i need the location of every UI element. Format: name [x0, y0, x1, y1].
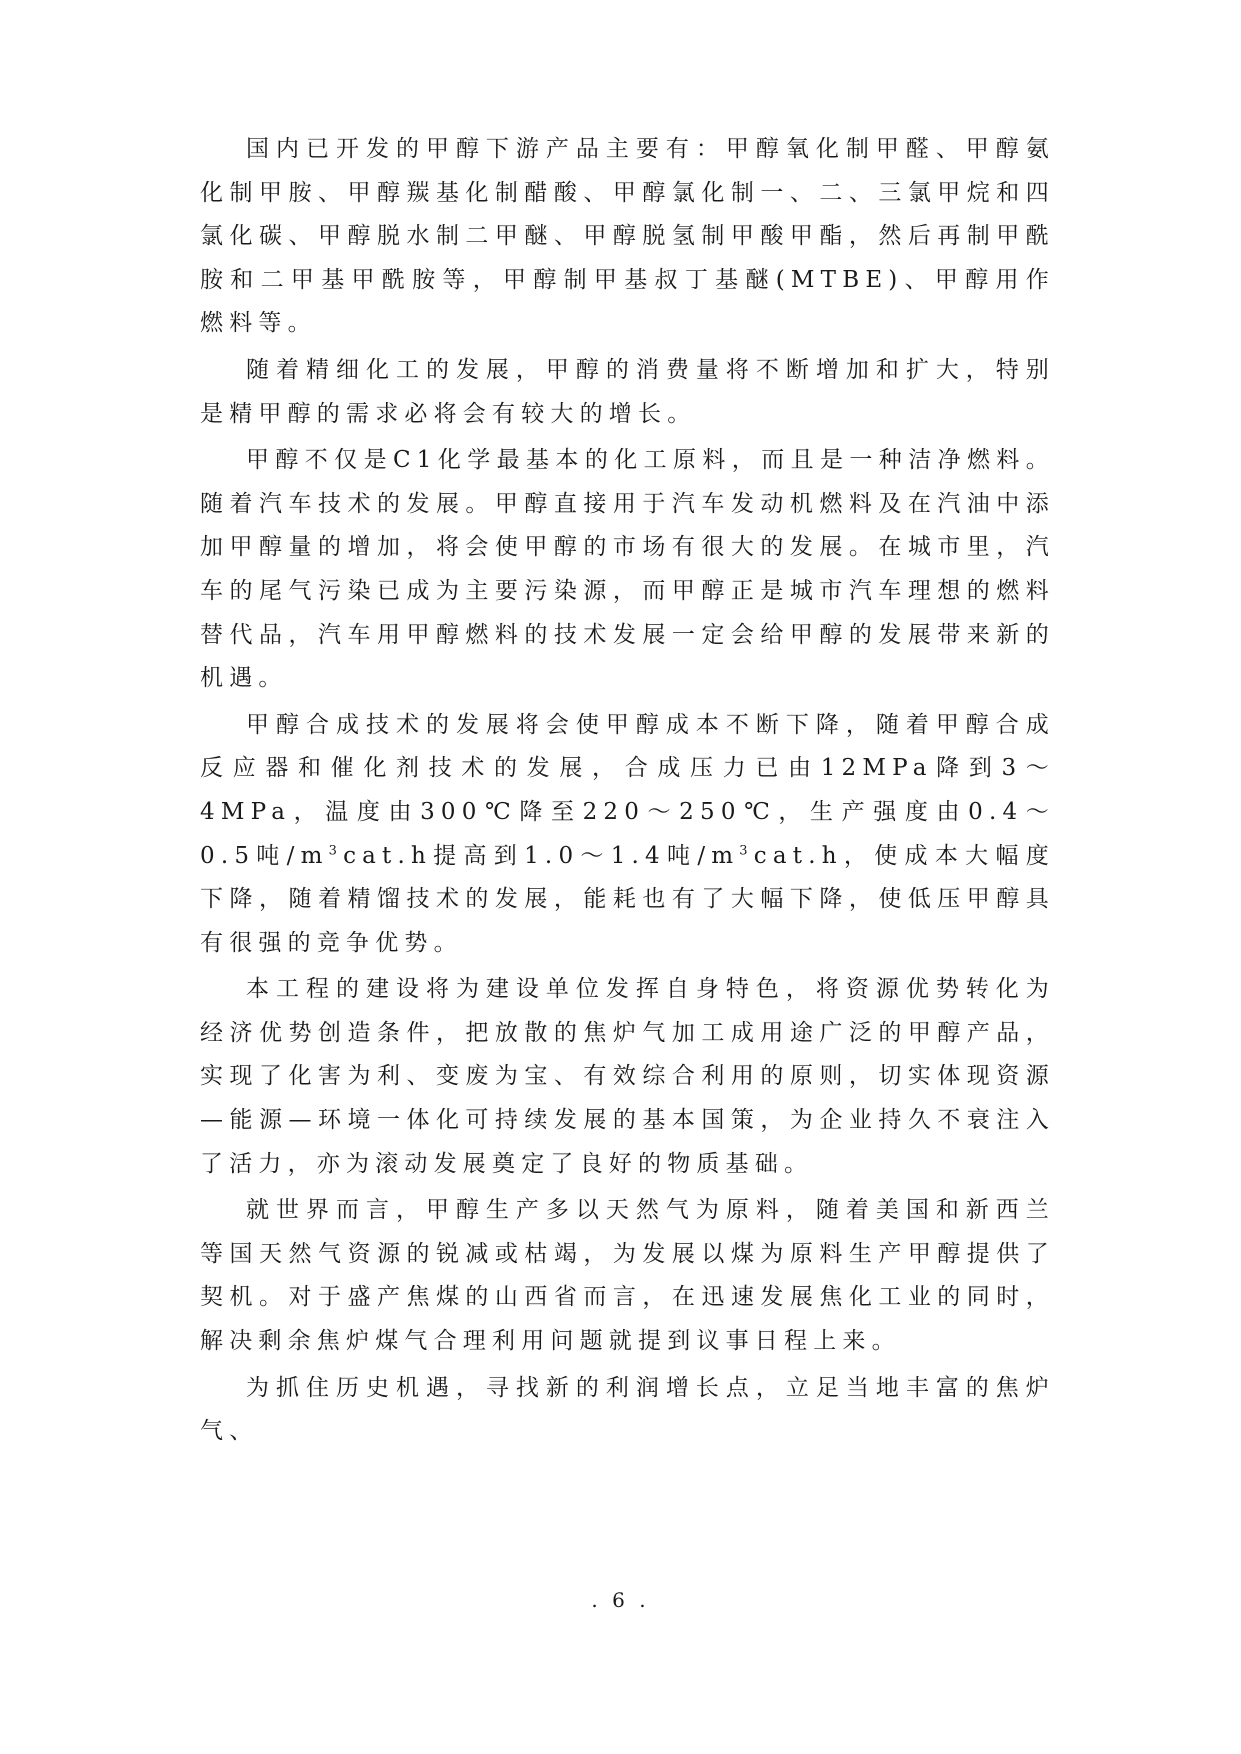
- paragraph-clean-fuel: 甲醇不仅是C1化学最基本的化工原料，而且是一种洁净燃料。随着汽车技术的发展。甲醇直接用于汽车发动机燃料及在汽油中添加甲醇量的增加，将会使甲醇的市场有很大的发展。在城市里，汽车的尾气污染已成为主要污染源，而甲醇正是城市汽车理想的燃料替代品，汽车用甲醇燃料的技术发展一定会给甲醇的发展带来新的机遇。: [200, 447, 1055, 692]
- paragraph-downstream-products: 国内已开发的甲醇下游产品主要有：甲醇氧化制甲醛、甲醇氨化制甲胺、甲醇羰基化制醋酸、甲醇氯化制一、二、三氯甲烷和四氯化碳、甲醇脱水制二甲醚、甲醇脱氢制甲酸甲酯，然后再制甲酰胺和二甲基甲酰胺等，甲醇制甲基叔丁基醚(MTBE)、甲醇用作燃料等。: [200, 136, 1055, 337]
- paragraph-text-segment: cat.h提高到1.0～1.4吨/m: [343, 842, 740, 869]
- paragraph-synthesis-technology: [200, 704, 1055, 966]
- document-body: [200, 128, 1055, 1457]
- paragraph-fine-chemicals: 随着精细化工的发展，甲醇的消费量将不断增加和扩大，特别是精甲醇的需求必将会有较大的增长。: [200, 356, 1055, 427]
- paragraph-opportunity: 为抓住历史机遇，寻找新的利润增长点，立足当地丰富的焦炉气、: [200, 1374, 1055, 1445]
- paragraph-text-segment: 甲醇合成技术的发展将会使甲醇成本不断下降，随着甲醇合成反应器和催化剂技术的发展，合成压力已由12MPa降到3～4MPa，温度由300℃降至220～250℃，生产强度由0.4～0.5吨/m: [200, 711, 1055, 869]
- paragraph-world-context: 就世界而言，甲醇生产多以天然气为原料，随着美国和新西兰等国天然气资源的锐减或枯竭，为发展以煤为原料生产甲醇提供了契机。对于盛产焦煤的山西省而言，在迅速发展焦化工业的同时，解决剩余焦炉煤气合理利用问题就提到议事日程上来。: [200, 1197, 1055, 1355]
- page-number: . 6 .: [591, 1588, 650, 1612]
- superscript-cubic: 3: [328, 842, 344, 858]
- paragraph-project-significance: 本工程的建设将为建设单位发挥自身特色，将资源优势转化为经济优势创造条件，把放散的焦炉气加工成用途广泛的甲醇产品，实现了化害为利、变废为宝、有效综合利用的原则，切实体现资源—能源—环境一体化可持续发展的基本国策，为企业持久不衰注入了活力，亦为滚动发展奠定了良好的物质基础。: [200, 976, 1055, 1177]
- superscript-cubic: 3: [739, 842, 754, 858]
- paragraph-text-segment: cat.h，使成本大幅度下降，随着精馏技术的发展，能耗也有了大幅下降，使低压甲醇具有很强的竞争优势。: [200, 842, 1055, 956]
